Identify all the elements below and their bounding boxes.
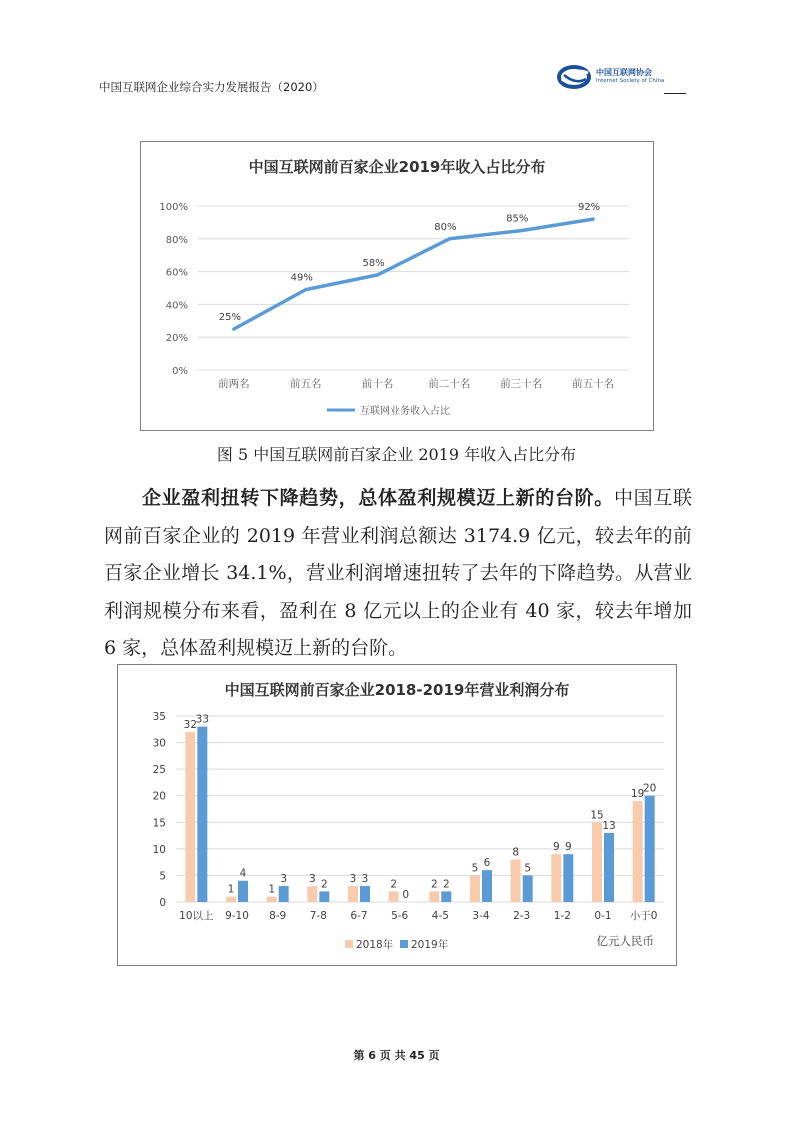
data-label: 3	[308, 873, 316, 886]
data-label: 80%	[434, 221, 457, 233]
bar-2018年	[470, 875, 480, 902]
x-tick-label: 6-7	[350, 910, 368, 922]
y-tick-label: 15	[152, 817, 166, 830]
x-tick-label: 9-10	[225, 910, 249, 922]
x-tick-label: 5-6	[391, 910, 409, 922]
page-number: 第 6 页 共 45 页	[353, 1049, 440, 1062]
data-label: 5	[524, 862, 532, 875]
data-label: 2	[442, 878, 450, 891]
bar-2018年	[185, 732, 195, 902]
bar-2018年	[592, 822, 602, 902]
bar-2019年	[441, 891, 451, 902]
bar-2019年	[197, 727, 207, 902]
bar-2019年	[319, 891, 329, 902]
bar-2019年	[523, 875, 533, 902]
data-label: 4	[239, 867, 247, 880]
chart-title: 中国互联网前百家企业2018-2019年营业利润分布	[224, 681, 570, 699]
body-paragraph	[104, 480, 692, 668]
y-tick-label: 60%	[165, 267, 188, 279]
legend-swatch	[400, 940, 408, 948]
bar-2019年	[604, 833, 614, 902]
bar-2018年	[551, 854, 561, 902]
data-label: 49%	[290, 272, 313, 284]
x-tick-label: 前两名	[218, 378, 250, 390]
x-tick-label: 前三十名	[500, 378, 543, 390]
x-tick-label: 小于0	[629, 910, 658, 922]
y-tick-label: 0%	[172, 366, 188, 377]
data-label: 2	[320, 878, 328, 891]
x-tick-label: 10以上	[179, 910, 214, 922]
paragraph-lead: 企业盈利扭转下降趋势，总体盈利规模迈上新的台阶。	[142, 487, 614, 509]
data-label: 3	[280, 873, 288, 886]
x-tick-label: 前二十名	[428, 378, 471, 390]
data-label: 1	[227, 883, 235, 896]
series-line	[234, 219, 593, 329]
data-label: 92%	[577, 202, 601, 214]
data-label: 9	[552, 841, 560, 854]
data-label: 8	[512, 846, 520, 859]
bar-2018年	[429, 891, 439, 902]
data-label: 3	[361, 873, 369, 886]
y-tick-label: 25	[152, 764, 166, 777]
y-tick-label: 20	[152, 790, 166, 803]
bar-2018年	[267, 897, 277, 902]
legend-label: 2018年	[356, 939, 394, 951]
y-tick-label: 35	[152, 711, 166, 723]
legend-swatch	[345, 940, 353, 948]
data-label: 13	[602, 819, 616, 832]
data-label: 58%	[362, 257, 385, 269]
y-tick-label: 5	[159, 870, 166, 883]
bar-2018年	[389, 891, 399, 902]
x-tick-label: 前十名	[361, 378, 394, 390]
y-tick-label: 40%	[165, 300, 188, 312]
x-tick-label: 8-9	[269, 910, 287, 922]
y-tick-label: 100%	[159, 202, 188, 213]
x-tick-label: 1-2	[553, 910, 571, 922]
bar-2019年	[279, 886, 289, 902]
bar-2018年	[307, 886, 317, 902]
bar-2019年	[238, 881, 248, 902]
x-axis-unit-label: 亿元人民币	[596, 934, 654, 948]
logo-text-cn: 中国互联网协会	[596, 68, 652, 77]
bar-2019年	[645, 796, 655, 902]
x-tick-label: 7-8	[309, 910, 327, 922]
data-label: 9	[564, 841, 572, 854]
y-tick-label: 80%	[165, 234, 188, 246]
data-label: 6	[483, 857, 491, 870]
data-label: 85%	[506, 213, 529, 225]
data-label: 15	[590, 809, 604, 822]
data-label: 33	[195, 713, 210, 726]
chart-title: 中国互联网前百家企业2019年收入占比分布	[248, 158, 546, 176]
data-label: 25%	[218, 312, 242, 323]
data-label: 0	[402, 889, 410, 901]
legend-label: 互联网业务收入占比	[360, 406, 450, 417]
data-label: 2	[430, 878, 438, 891]
x-tick-label: 前五十名	[572, 378, 615, 390]
report-title: 中国互联网企业综合实力发展报告（2020）	[99, 80, 324, 94]
bar-2019年	[482, 870, 492, 902]
profit-distribution-chart-svg	[118, 665, 676, 965]
x-tick-label: 4-5	[431, 910, 449, 922]
isc-logo-mark	[556, 63, 594, 93]
y-tick-label: 30	[152, 737, 166, 750]
x-tick-label: 3-4	[472, 910, 490, 922]
data-label: 19	[630, 788, 645, 801]
bar-2019年	[563, 854, 573, 902]
data-label: 20	[642, 782, 657, 795]
header-rule	[664, 93, 686, 94]
bar-2019年	[360, 886, 370, 902]
x-tick-label: 0-1	[594, 910, 612, 922]
logo-text-en: Internet Society of China	[596, 78, 665, 84]
data-label: 32	[183, 718, 198, 731]
data-label: 2	[390, 878, 398, 891]
legend-label: 2019年	[411, 939, 449, 951]
y-tick-label: 0	[159, 897, 166, 909]
revenue-share-chart	[140, 141, 654, 431]
bar-2018年	[226, 897, 236, 902]
y-tick-label: 20%	[165, 333, 188, 345]
profit-distribution-chart	[117, 664, 677, 966]
data-label: 3	[349, 873, 357, 886]
bar-2018年	[511, 859, 521, 902]
isc-logo	[556, 63, 686, 93]
figure-5-caption: 图 5 中国互联网前百家企业 2019 年收入占比分布	[216, 445, 577, 464]
paragraph-body: 中国互联网前百家企业的 2019 年营业利润总额达 3174.9 亿元，较去年的前百家企业增长 34.1%，营业利润增速扭转了去年的下降趋势。从营业利润规模分布来看，盈利在 8 亿元以上的企业有 40 家，较去年增加 6 家，总体盈利规模迈上新的台阶。	[104, 487, 692, 659]
bar-2018年	[348, 886, 358, 902]
data-label: 5	[471, 862, 479, 875]
bar-2018年	[633, 801, 643, 902]
data-label: 1	[268, 883, 276, 896]
x-tick-label: 2-3	[513, 910, 531, 922]
x-tick-label: 前五名	[290, 378, 322, 390]
y-tick-label: 10	[152, 843, 166, 856]
revenue-share-chart-svg	[141, 142, 653, 430]
